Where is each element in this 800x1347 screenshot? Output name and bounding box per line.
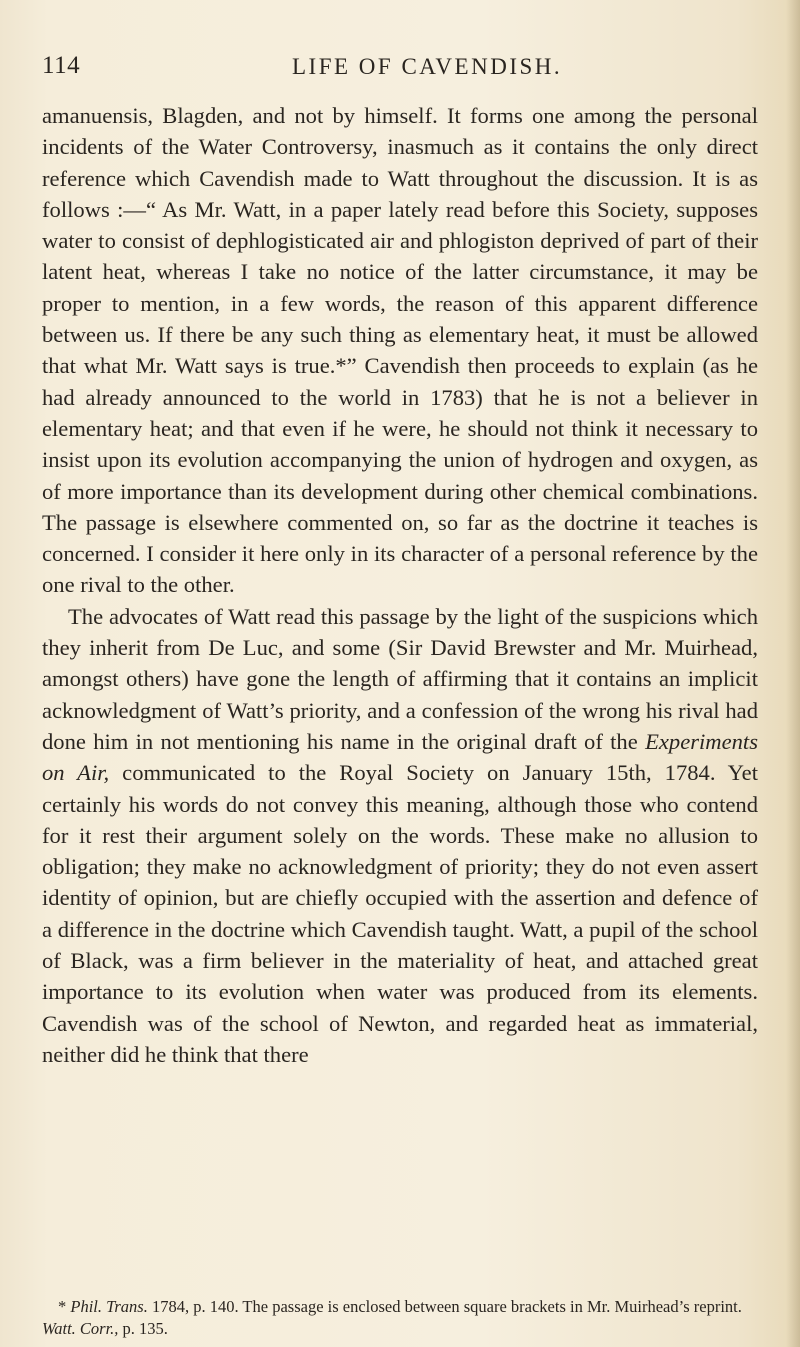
- page-edge-shadow: [786, 0, 800, 1347]
- body-text: [42, 100, 758, 1070]
- book-title-italic: Experiments on Air,: [42, 728, 758, 786]
- footnote: [42, 1296, 758, 1340]
- paragraph-2: [42, 601, 758, 1070]
- footnote-reference: Watt. Corr.,: [42, 1319, 119, 1338]
- footnote-source: Phil. Trans.: [70, 1297, 148, 1316]
- page-header: [42, 52, 758, 82]
- paragraph-2-text-end: communicated to the Royal Society on January 15th, 1784. Yet certainly his words do not convey this meaning, although those who contend for it rest their argument solely on the words. These make no allusion to obligation; they make no acknowledgment of priority; they do not even assert identity of opinion, but are chiefly occupied with the assertion and defence of a difference in the doctrine which Cavendish taught. Watt, a pupil of the school of Black, was a firm believer in the materiality of heat, and attached great importance to its evolution when water was produced from its elements. Cavendish was of the school of Newton, and regarded heat as immaterial, neither did he think that there: [42, 760, 758, 1067]
- footnote-text-1: 1784, p. 140. The passage is enclosed between square brackets in Mr. Muirhead’s reprint.: [147, 1297, 742, 1316]
- paragraph-2-text-start: The advocates of Watt read this passage by the light of the suspicions which they inherit from De Luc, and some (Sir David Brewster and Mr. Muirhead, amongst others) have gone the length of affirming that it contains an implicit acknowledgment of Watt’s priority, and a confession of the wrong his rival had done him in not mentioning his name in the original draft of the: [42, 603, 758, 754]
- footnote-text-2: p. 135.: [118, 1319, 168, 1338]
- paragraph-1: [42, 100, 758, 601]
- running-head: LIFE OF CAVENDISH.: [292, 54, 563, 79]
- paragraph-1-text: amanuensis, Blagden, and not by himself. It forms one among the personal incidents of the Water Controversy, inasmuch as it contains the only direct reference which Cavendish made to Watt throughout the discussion. It is as follows :—“ As Mr. Watt, in a paper lately read before this Society, supposes water to consist of dephlogisticated air and phlogiston deprived of part of their latent heat, whereas I take no notice of the latter circumstance, it may be proper to mention, in a few words, the reason of this apparent difference between us. If there be any such thing as elementary heat, it must be allowed that what Mr. Watt says is true.*” Cavendish then proceeds to explain (as he had already announced to the world in 1783) that he is not a believer in elementary heat; and that even if he were, he should not think it necessary to insist upon its evolution accompanying the union of hydrogen and oxygen, as of more importance than its development during other chemical combinations. The passage is elsewhere commented on, so far as the doctrine it teaches is concerned. I consider it here only in its character of a personal reference by the one rival to the other.: [42, 103, 758, 598]
- page-number: 114: [42, 52, 81, 79]
- footnote-marker: *: [58, 1297, 67, 1316]
